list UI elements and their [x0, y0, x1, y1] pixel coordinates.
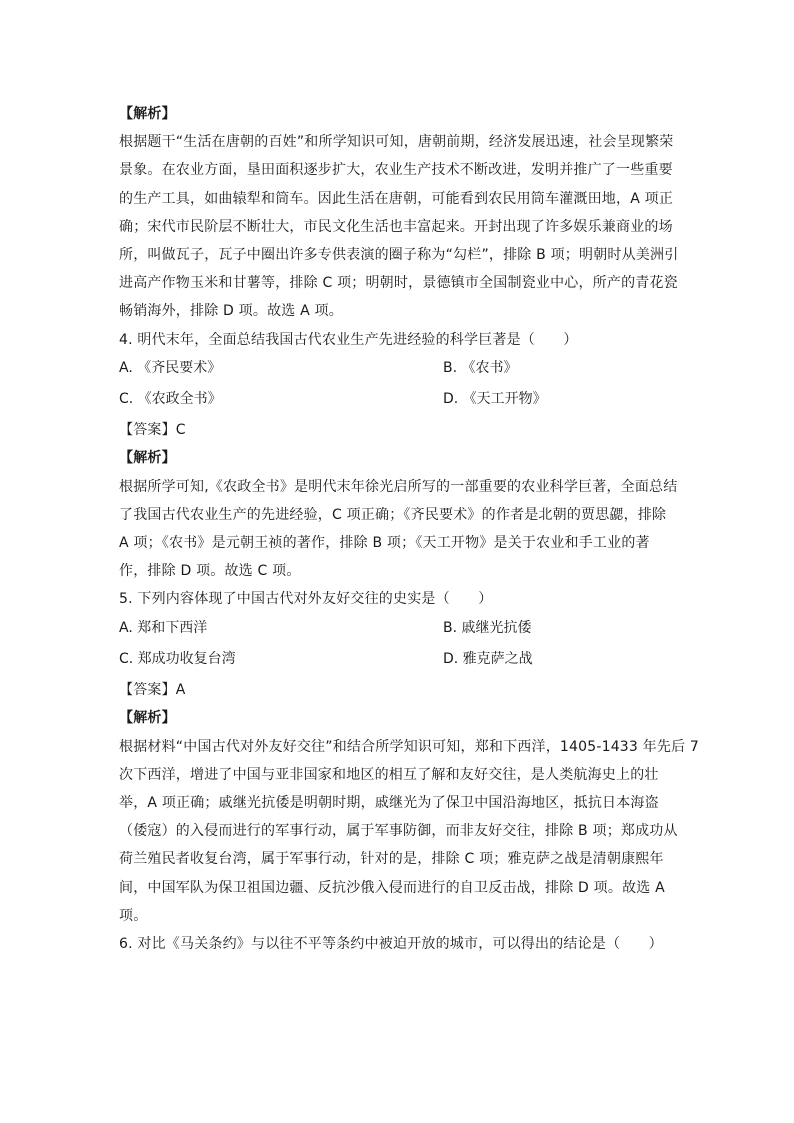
analysis-heading: 【解析】	[119, 450, 176, 467]
question-4-analysis	[119, 473, 679, 586]
option-c: C. 郑成功收复台湾	[119, 650, 236, 667]
analysis-heading: 【解析】	[119, 710, 176, 727]
analysis-line: 所，叫做瓦子，瓦子中圈出许多专供表演的圈子称为“勾栏”，排除 B 项；明朝时从美洲引	[119, 246, 679, 263]
analysis-line: 次下西洋，增进了中国与亚非国家和地区的相互了解和友好交往，是人类航海史上的壮	[119, 766, 659, 783]
analysis-line: 作，排除 D 项。故选 C 项。	[119, 563, 301, 580]
question-5-options	[119, 614, 679, 677]
analysis-line: 的生产工具，如曲辕犁和筒车。因此生活在唐朝，可能看到农民用筒车灌溉田地，A 项正	[119, 190, 674, 207]
option-d: D. 雅克萨之战	[443, 650, 533, 667]
analysis-line: 项。	[119, 907, 148, 924]
analysis-line: 举，A 项正确；戚继光抗倭是明朝时期，戚继光为了保卫中国沿海地区，抵抗日本海盗	[119, 794, 659, 811]
question-6-stem: 6. 对比《马关条约》与以往不平等条约中被迫开放的城市，可以得出的结论是（ ）	[119, 935, 663, 952]
analysis-line: 根据题干“生活在唐朝的百姓”和所学知识可知，唐朝前期，经济发展迅速，社会呈现繁荣	[119, 134, 674, 151]
analysis-line: 根据材料“中国古代对外友好交往”和结合所学知识可知，郑和下西洋，1405-1433 年先后 7	[119, 738, 700, 755]
analysis-heading: 【解析】	[119, 106, 176, 122]
question-5-answer: 【答案】A	[119, 682, 186, 699]
question-5-stem: 5. 下列内容体现了中国古代对外友好交往的史实是（ ）	[119, 591, 493, 608]
analysis-line: 了我国古代农业生产的先进经验，C 项正确；《齐民要术》的作者是北朝的贾思勰，排除	[119, 506, 667, 523]
analysis-line: 荷兰殖民者收复台湾，属于军事行动，针对的是，排除 C 项；雅克萨之战是清朝康熙年	[119, 851, 664, 868]
option-c: C. 《农政全书》	[119, 390, 222, 407]
option-a: A. 郑和下西洋	[119, 619, 208, 636]
question-4-answer: 【答案】C	[119, 422, 186, 439]
analysis-line: 确；宋代市民阶层不断壮大，市民文化生活也丰富起来。开封出现了许多娱乐兼商业的场	[119, 218, 673, 235]
analysis-line: 畅销海外，排除 D 项。故选 A 项。	[119, 303, 343, 320]
option-b: B. 《农书》	[443, 359, 518, 376]
analysis-line: 进高产作物玉米和甘薯等，排除 C 项；明朝时，景德镇市全国制瓷业中心，所产的青花瓷	[119, 275, 678, 292]
analysis-line: 间，中国军队为保卫祖国边疆、反抗沙俄入侵而进行的自卫反击战，排除 D 项。故选 A	[119, 879, 665, 896]
analysis-line: A 项；《农书》是元朝王祯的著作，排除 B 项；《天工开物》是关于农业和手工业的著	[119, 535, 650, 552]
option-d: D. 《天工开物》	[443, 390, 547, 407]
analysis-line: 景象。在农业方面，垦田面积逐步扩大，农业生产技术不断改进，发明并推广了一些重要	[119, 162, 673, 179]
analysis-line: （倭寇）的入侵而进行的军事行动，属于军事防御，而非友好交往，排除 B 项；郑成功从	[119, 823, 678, 840]
document-page	[119, 100, 700, 958]
option-a: A. 《齐民要术》	[119, 359, 222, 376]
question-5-analysis	[119, 733, 700, 930]
analysis-paragraph	[119, 128, 679, 325]
analysis-line: 根据所学可知,《农政全书》是明代末年徐光启所写的一部重要的农业科学巨著，全面总结	[119, 478, 678, 495]
question-4-options	[119, 354, 679, 417]
question-4-stem: 4. 明代末年，全面总结我国古代农业生产先进经验的科学巨著是（ ）	[119, 331, 578, 348]
option-b: B. 戚继光抗倭	[443, 619, 532, 636]
